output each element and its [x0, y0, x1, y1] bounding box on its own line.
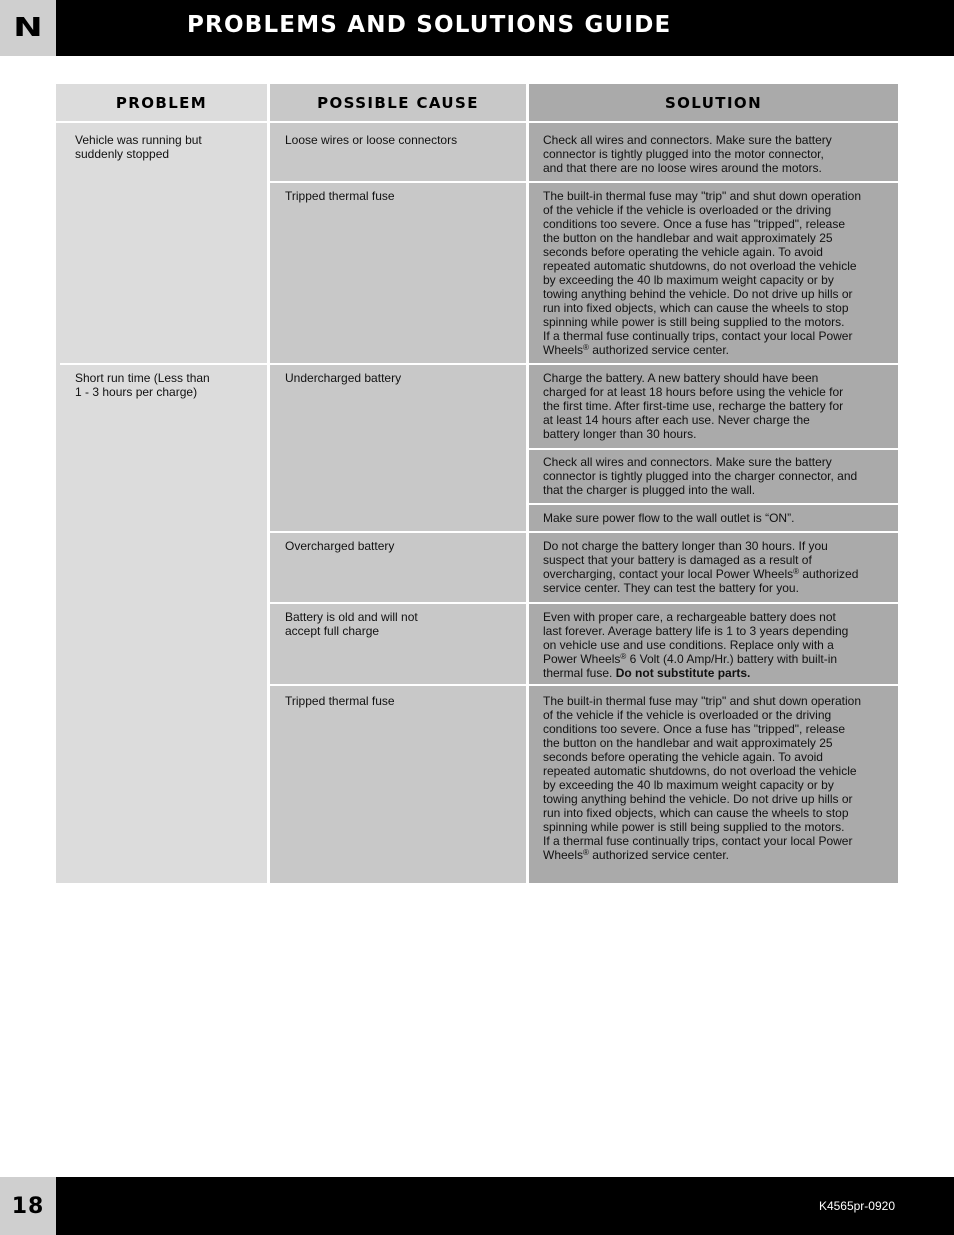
header-divider	[56, 121, 898, 123]
page-header	[0, 0, 954, 56]
cause-cell	[285, 610, 521, 638]
problem-cell	[75, 371, 260, 399]
solution-cell	[543, 511, 895, 525]
cause-text: Undercharged battery	[285, 371, 402, 385]
solution-divider	[529, 503, 898, 505]
cause-cell	[285, 539, 521, 553]
cause-text: Tripped thermal fuse	[285, 189, 395, 203]
column-header-solution: SOLUTION	[664, 94, 763, 112]
page-title: PROBLEMS AND SOLUTIONS GUIDE	[187, 12, 672, 38]
cause-text: Battery is old and will not accept full charge	[285, 610, 418, 638]
solution-text: Do not charge the battery longer than 30 hours. If you suspect that your battery is damaged as a result of overcharging, contact your local Power Wheels® authorized service center. They can test the battery for you.	[543, 539, 859, 595]
cause-text: Overcharged battery	[285, 539, 395, 553]
solution-text: The built-in thermal fuse may "trip" and shut down operation of the vehicle if the vehicle is overloaded or the driving conditions too severe. Once a fuse has "tripped", release the button on the handlebar and wait approximately 25 seconds before operating the vehicle again. To avoid repeated automatic shutdowns, do not overload the vehicle by exceeding the 40 lb maximum weight capacity or by towing anything behind the vehicle. Do not drive up hills or run into fixed objects, which can cause the wheels to stop spinning while power is still being supplied to the motors. If a thermal fuse continually trips, contact your local Power Wheels® authorized service center.	[543, 694, 862, 862]
cause-cell	[285, 133, 521, 147]
solution-cell	[543, 694, 895, 862]
solution-text: The built-in thermal fuse may "trip" and shut down operation of the vehicle if the vehicle is overloaded or the driving conditions too severe. Once a fuse has "tripped", release the button on the handlebar and wait approximately 25 seconds before operating the vehicle again. To avoid repeated automatic shutdowns, do not overload the vehicle by exceeding the 40 lb maximum weight capacity or by towing anything behind the vehicle. Do not drive up hills or run into fixed objects, which can cause the wheels to stop spinning while power is still being supplied to the motors. If a thermal fuse continually trips, contact your local Power Wheels® authorized service center.	[543, 189, 862, 357]
problem-divider	[60, 363, 898, 365]
page-footer	[0, 1177, 954, 1235]
solution-text: Check all wires and connectors. Make sure the battery connector is tightly plugged into the charger connector, and that the charger is plugged into the wall.	[543, 455, 858, 497]
solution-cell	[543, 133, 895, 175]
cause-text: Tripped thermal fuse	[285, 694, 395, 708]
problem-cell	[75, 133, 260, 161]
cause-cell	[285, 189, 521, 203]
column-header-cause: POSSIBLE CAUSE	[317, 94, 479, 112]
solution-cell	[543, 539, 895, 595]
solution-divider	[529, 448, 898, 450]
problem-text: Short run time (Less than 1 - 3 hours per charge)	[75, 371, 210, 399]
solution-text: Check all wires and connectors. Make sure the battery connector is tightly plugged into the motor connector, and that there are no loose wires around the motors.	[543, 133, 832, 175]
cause-text: Loose wires or loose connectors	[285, 133, 458, 147]
cause-cell	[285, 371, 521, 385]
page-number-tab	[0, 1177, 56, 1235]
solution-cell	[543, 610, 895, 680]
section-letter: N	[13, 13, 43, 43]
cause-cell	[285, 694, 521, 708]
solution-cell	[543, 371, 895, 441]
section-tab	[0, 0, 56, 56]
problem-column	[56, 84, 267, 883]
solution-text: Charge the battery. A new battery should have been charged for at least 18 hours before using the vehicle for the first time. After first-time use, recharge the battery for at least 14 hours after each use. Never charge the battery longer than 30 hours.	[543, 371, 844, 441]
row-divider	[270, 684, 898, 686]
document-code: K4565pr-0920	[818, 1199, 895, 1213]
page-number: 18	[11, 1193, 45, 1219]
row-divider	[270, 181, 898, 183]
column-header-problem: PROBLEM	[115, 94, 208, 112]
solution-cell	[543, 189, 895, 357]
solution-cell	[543, 455, 895, 497]
row-divider	[270, 531, 898, 533]
row-divider	[270, 602, 898, 604]
cause-column	[270, 84, 526, 883]
warning-text: Do not substitute parts.	[615, 666, 751, 680]
problem-text: Vehicle was running but suddenly stopped	[75, 133, 202, 161]
solution-text: Make sure power flow to the wall outlet is “ON”.	[543, 511, 795, 525]
solution-text: Even with proper care, a rechargeable battery does not last forever. Average battery life is 1 to 3 years depending on vehicle use and use conditions. Replace only with a Power Wheels® 6 Volt (4.0 Amp/Hr.) battery with built-in thermal fuse.	[543, 610, 849, 680]
